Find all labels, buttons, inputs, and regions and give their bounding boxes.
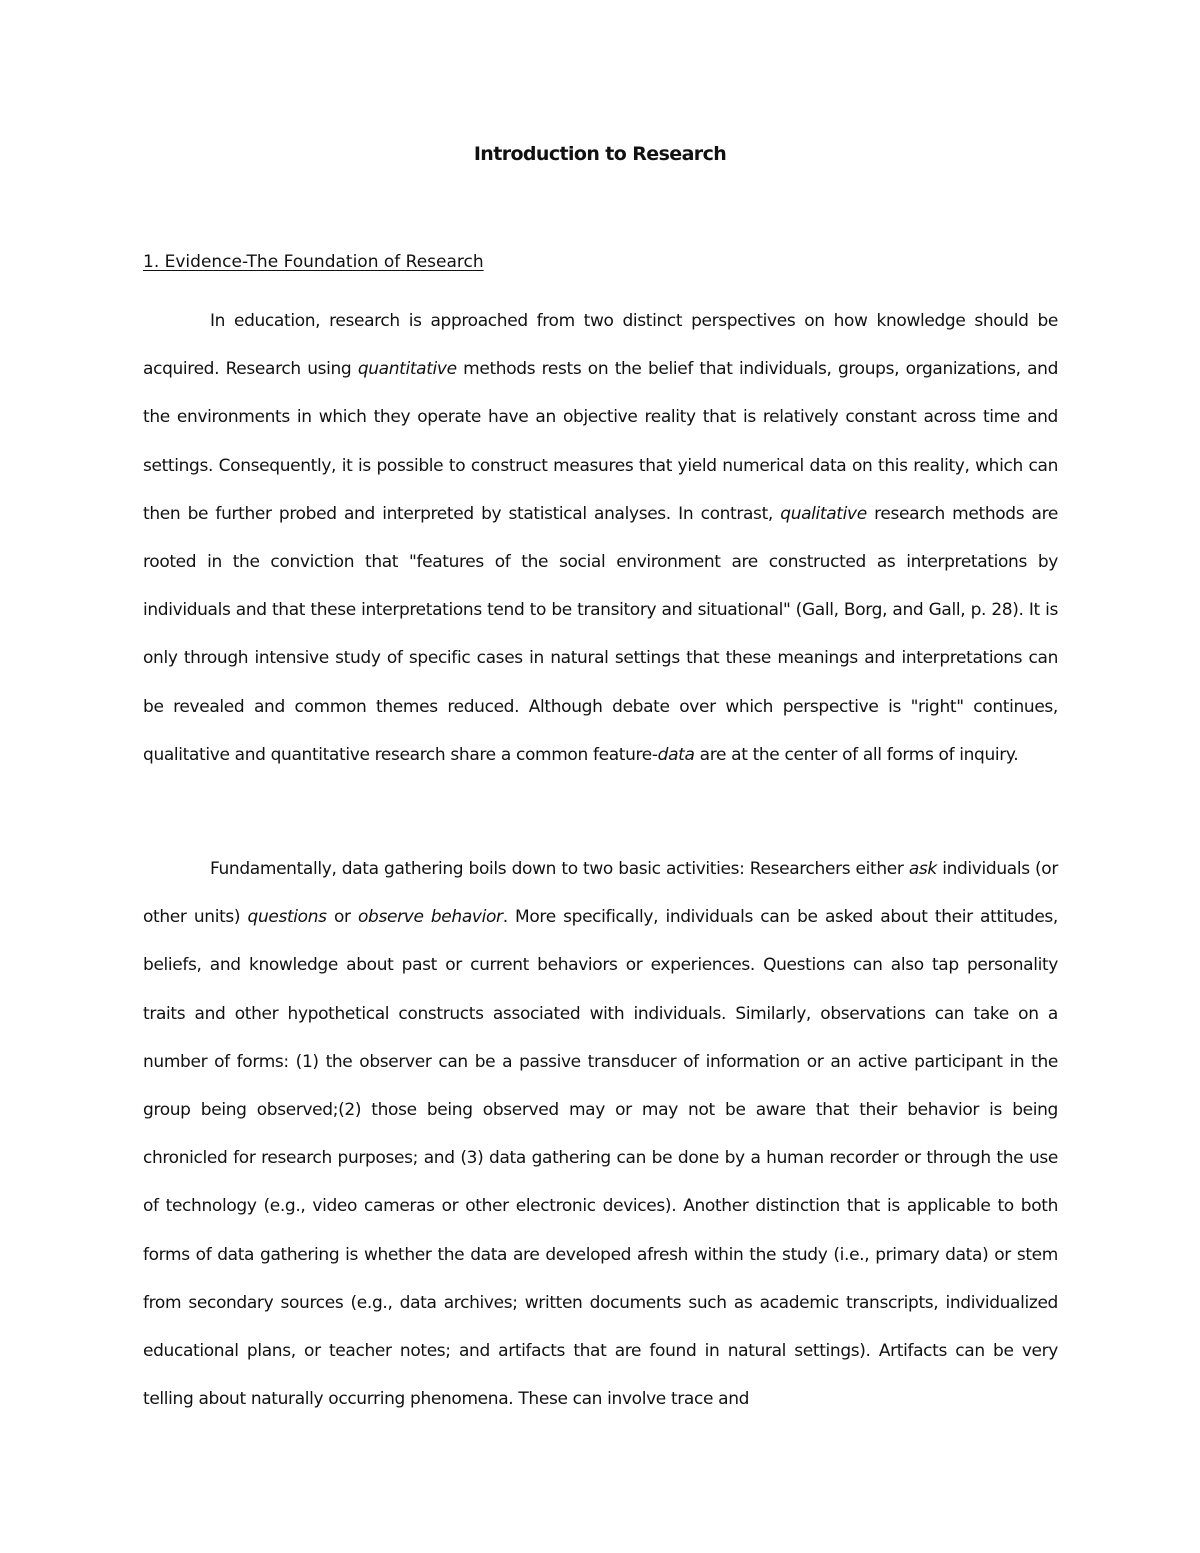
document-title: Introduction to Research: [473, 143, 727, 165]
text-run: . More specifically, individuals can be asked about their attitudes, beliefs, and knowledge about past or current behaviors or experiences. Questions can also tap personality traits and other hypothetical constructs associated with individuals. Similarly, observations can take on a number of forms: (1) the observer can be a passive transducer of information or an active participant in the group being observed;(2) those being observed may or may not be aware that their behavior is being chronicled for research purposes; and (3) data gathering can be done by a human recorder or through the use of technology (e.g., video cameras or other electronic devices). Another distinction that is applicable to both forms of data gathering is whether the data are developed afresh within the study (i.e., primary data) or stem from secondary sources (e.g., data archives; written documents such as academic transcripts, individualized educational plans, or teacher notes; and artifacts that are found in natural settings). Artifacts can be very telling about naturally occurring phenomena. These can involve trace and: [143, 907, 1058, 1410]
text-run: research methods are rooted in the conviction that "features of the social environment are constructed as interpretations by individuals and that these interpretations tend to be transitory and situational" (Gall, Borg, and Gall, p. 28). It is only through intensive study of specific cases in natural settings that these meanings and interpretations can be revealed and common themes reduced. Although debate over which perspective is "right" continues, qualitative and quantitative research share a common feature-: [143, 503, 1058, 765]
italic-term: ask: [908, 859, 937, 879]
italic-term: quantitative: [357, 359, 457, 380]
italic-term: data: [657, 744, 695, 765]
text-run: are at the center of all forms of inquiry.: [694, 744, 1019, 765]
text-run: individuals (or other units): [143, 859, 1058, 928]
text-run: methods rests on the belief that individuals, groups, organizations, and the environments in which they operate have an objective reality that is relatively constant across time and settings. Consequently, it is possible to construct measures that yield numerical data on this reality, which can then be further probed and interpreted by statistical analyses. In contrast,: [143, 359, 1059, 524]
italic-term: questions: [247, 907, 327, 928]
body-paragraph: [143, 845, 1058, 1423]
italic-term: qualitative: [780, 503, 867, 524]
italic-term: observe behavior: [357, 907, 503, 928]
text-run: or: [326, 907, 358, 928]
text-run: Fundamentally, data gathering boils down to two basic activities: Researchers either: [210, 859, 909, 879]
body-paragraph: [143, 297, 1058, 779]
text-run: In education, research is approached from two distinct perspectives on how knowledge should be acquired. Research using: [143, 311, 1058, 380]
section-heading: 1. Evidence-The Foundation of Research: [143, 252, 484, 272]
